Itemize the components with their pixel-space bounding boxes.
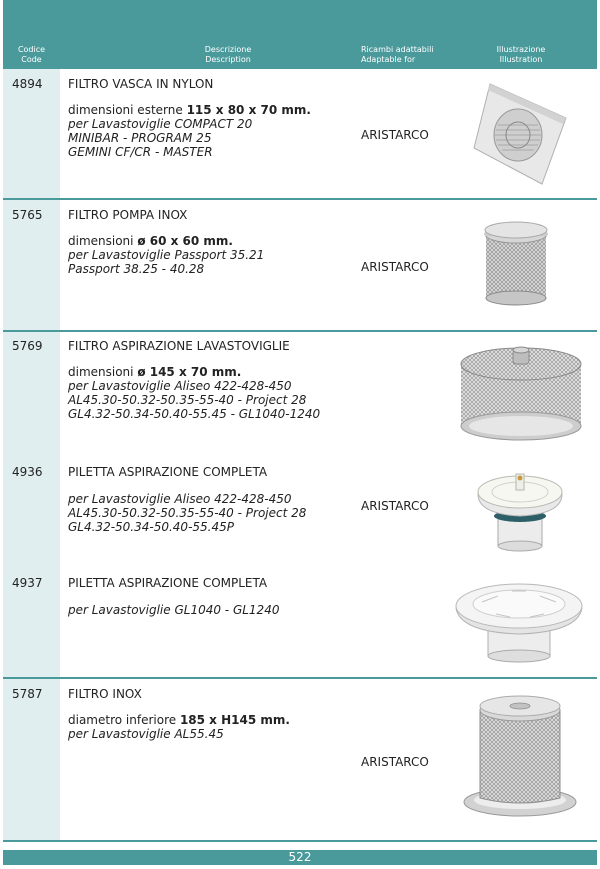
compat-line: per Lavastoviglie GL1040 - GL1240 [68, 603, 280, 617]
product-description [68, 603, 279, 617]
row-divider [3, 330, 597, 332]
product-name: FILTRO ASPIRAZIONE LAVASTOVIGLIE [68, 339, 290, 353]
compat-line: per Lavastoviglie Passport 35.21 [68, 248, 265, 262]
dimension-value: ø 145 x 70 mm. [137, 365, 242, 379]
product-name: FILTRO INOX [68, 687, 142, 701]
header-illustration [473, 45, 569, 65]
compat-line: per Lavastoviglie AL55.45 [68, 727, 224, 741]
product-name: PILETTA ASPIRAZIONE COMPLETA [68, 576, 268, 590]
row-divider [3, 840, 597, 842]
suction-drain-wide-image [452, 574, 586, 666]
page-footer [3, 850, 597, 865]
product-name: PILETTA ASPIRAZIONE COMPLETA [68, 465, 268, 479]
header-code-it: Codice [17, 45, 46, 54]
compat-line: GL4.32-50.34-50.40-55.45 - GL1040-1240 [68, 407, 321, 421]
product-description [68, 365, 320, 421]
page-number: 522 [288, 850, 312, 864]
square-nylon-filter-image [468, 80, 568, 190]
header-illustration-en: Illustration [499, 55, 543, 64]
dimension-value: 185 x H145 mm. [179, 713, 290, 727]
dimension-value: 115 x 80 x 70 mm. [186, 103, 311, 117]
header-illustration-it: Illustrazione [496, 45, 546, 54]
compat-line: GEMINI CF/CR - MASTER [68, 145, 213, 159]
compat-line: MINIBAR - PROGRAM 25 [68, 131, 212, 145]
row-divider [3, 198, 597, 200]
adaptable-brand: ARISTARCO [361, 499, 429, 513]
product-code: 4936 [12, 465, 43, 479]
wide-mesh-basket-image [456, 342, 586, 446]
row-divider [3, 677, 597, 679]
dimension-label: diametro inferiore [68, 713, 180, 727]
compat-line: per Lavastoviglie COMPACT 20 [68, 117, 253, 131]
dimension-value: ø 60 x 60 mm. [137, 234, 233, 248]
product-name: FILTRO VASCA IN NYLON [68, 77, 214, 91]
adaptable-brand: ARISTARCO [361, 260, 429, 274]
compat-line: Passport 38.25 - 40.28 [68, 262, 205, 276]
table-header [3, 0, 597, 69]
product-code: 5769 [12, 339, 43, 353]
compat-line: per Lavastoviglie Aliseo 422-428-450 [68, 379, 292, 393]
dimension-label: dimensioni [68, 365, 138, 379]
adaptable-brand: ARISTARCO [361, 755, 429, 769]
compat-line: per Lavastoviglie Aliseo 422-428-450 [68, 492, 292, 506]
product-code: 5765 [12, 208, 43, 222]
compat-line: AL45.30-50.32-50.35-55-40 - Project 28 [68, 506, 307, 520]
header-description [163, 45, 293, 65]
product-dimensions [68, 103, 311, 117]
dimension-label: dimensioni esterne [68, 103, 187, 117]
header-code-en: Code [21, 55, 42, 64]
tall-mesh-filter-image [460, 690, 580, 822]
product-dimensions [68, 234, 264, 248]
code-column-band [3, 69, 60, 841]
product-description [68, 713, 290, 741]
suction-drain-white-image [472, 466, 568, 554]
compat-line: GL4.32-50.34-50.40-55.45P [68, 520, 234, 534]
dimension-label: dimensioni [68, 234, 138, 248]
header-code [3, 45, 60, 65]
product-name: FILTRO POMPA INOX [68, 208, 188, 222]
product-code: 5787 [12, 687, 43, 701]
header-adaptable-en: Adaptable for [361, 55, 416, 64]
adaptable-brand: ARISTARCO [361, 128, 429, 142]
product-dimensions [68, 365, 320, 379]
compat-line: AL45.30-50.32-50.35-55-40 - Project 28 [68, 393, 307, 407]
cylinder-mesh-filter-image [480, 216, 552, 310]
product-dimensions [68, 713, 290, 727]
product-description [68, 492, 306, 534]
product-code: 4894 [12, 77, 43, 91]
header-description-it: Descrizione [204, 45, 252, 54]
product-code: 4937 [12, 576, 43, 590]
header-description-en: Description [205, 55, 251, 64]
header-adaptable [361, 45, 471, 65]
product-description [68, 103, 311, 159]
header-adaptable-it: Ricambi adattabili [361, 45, 434, 54]
product-description [68, 234, 264, 276]
